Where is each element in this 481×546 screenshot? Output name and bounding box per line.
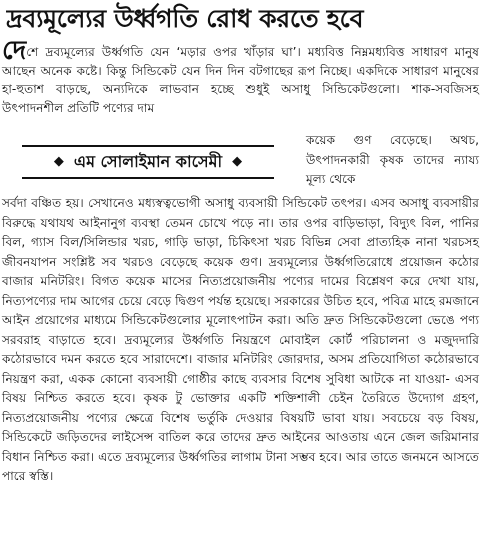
- byline-box: [22, 145, 274, 179]
- byline-row: [2, 131, 479, 193]
- intro-text: শে দ্রব্যমূল্যের উর্ধ্বগতি যেন ‘মড়ার ওপর খাঁড়ার ঘা’। মধ্যবিত্ত নিম্নমধ্যবিত্ত সাধারণ মানুষ আছেন অনেক কষ্টে। কিন্তু সিন্ডিকেট যেন দিন দিন বটগাছের রূপ নিচ্ছে। একদিকে সাধারণ মানুষের হা-হুতাশ বাড়ছে, অন্যদিকে লাভবান হচ্ছে শুধুই অসাধু সিন্ডিকেটগুলো। শাক-সবজিসহ উৎপাদনশীল প্রতিটি পণ্যের দাম: [2, 45, 479, 115]
- body-text: সর্বদা বঞ্চিত হয়। সেখানেও মধ্যস্বত্বভোগী অসাধু ব্যবসায়ী সিন্ডিকেট তৎপর। এসব অসাধু ব্যবসায়ীর বিরুদ্ধে যথাযথ আইনানুগ ব্যবস্থা তেমন চোখে পড়ে না। তার ওপর বাড়িভাড়া, বিদ্যুৎ বিল, পানির বিল, গ্যাস বিল/সিলিন্ডার খরচ, গাড়ি ভাড়া, চিকিৎসা খরচ বিভিন্ন সেবা প্রাত্যহিক নানা খরচসহ জীবনযাপন সংশ্লিষ্ট সব খরচও বেড়েছে কয়েক গুণ। দ্রব্যমূল্যের উর্ধ্বগতিরোধে প্রয়োজন কঠোর বাজার মনিটরিং। বিগত কয়েক মাসের নিত্যপ্রয়োজনীয় পণ্যের দামের বিশ্লেষণ করে দেখা যায়, নিত্যপণ্যের দাম আগের চেয়ে বেড়ে দ্বিগুণ পর্যন্ত হয়েছে। সরকারের উচিত হবে, পবিত্র মাহে রমজানে আইন প্রয়োগের মাধ্যমে সিন্ডিকেটগুলোর মূলোৎপাটন করা। অতি দ্রুত সিন্ডিকেটগুলো ভেঙে পণ্য সরবরাহ বাড়াতে হবে। দ্রব্যমূল্যের উর্ধ্বগতি নিয়ন্ত্রণে মোবাইল কোর্ট পরিচালনা ও মজুদদারি কঠোরভাবে দমন করতে হবে সারাদেশে। বাজার মনিটরিং জোরদার, অসম প্রতিযোগিতা কঠোরভাবে নিয়ন্ত্রণ করা, একক কোনো ব্যবসায়ী গোষ্ঠীর কাছে ব্যবসার বিশেষ সুবিধা আটকে না যাওয়া- এসব বিষয় নিশ্চিত করতে হবে। কৃষক টু ভোক্তার একটি শক্তিশালী চেইন তৈরিতে উদ্যোগ গ্রহণ, নিত্যপ্রয়োজনীয় পণ্যের ক্ষেত্রে বিশেষ ভর্তুকি দেওয়ার বিষয়টি ভাবা যায়। সবচেয়ে বড় বিষয়, সিন্ডিকেটে জড়িতদের লাইসেন্স বাতিল করে তাদের দ্রুত আইনের আওতায় এনে জেল জরিমানার বিধান নিশ্চিত করা। এতে দ্রব্যমূল্যের উর্ধ্বগতির লাগাম টানা সম্ভব হবে। আর তাতে জনমনে আসতে পারে স্বস্তি।: [2, 196, 479, 483]
- intro-paragraph: [2, 36, 479, 117]
- drop-cap: দে: [2, 36, 27, 66]
- author-name: এম সোলাইমান কাসেমী: [73, 152, 223, 171]
- headline: দ্রব্যমূল্যের উর্ধ্বগতি রোধ করতে হবে: [6, 4, 364, 33]
- diamond-icon: ◆: [53, 154, 64, 169]
- diamond-icon: ◆: [232, 154, 243, 169]
- side-column-text: কয়েক গুণ বেড়েছে। অথচ, উৎপাদনকারী কৃষক তাদের ন্যায্য মূল্য থেকে: [306, 133, 479, 186]
